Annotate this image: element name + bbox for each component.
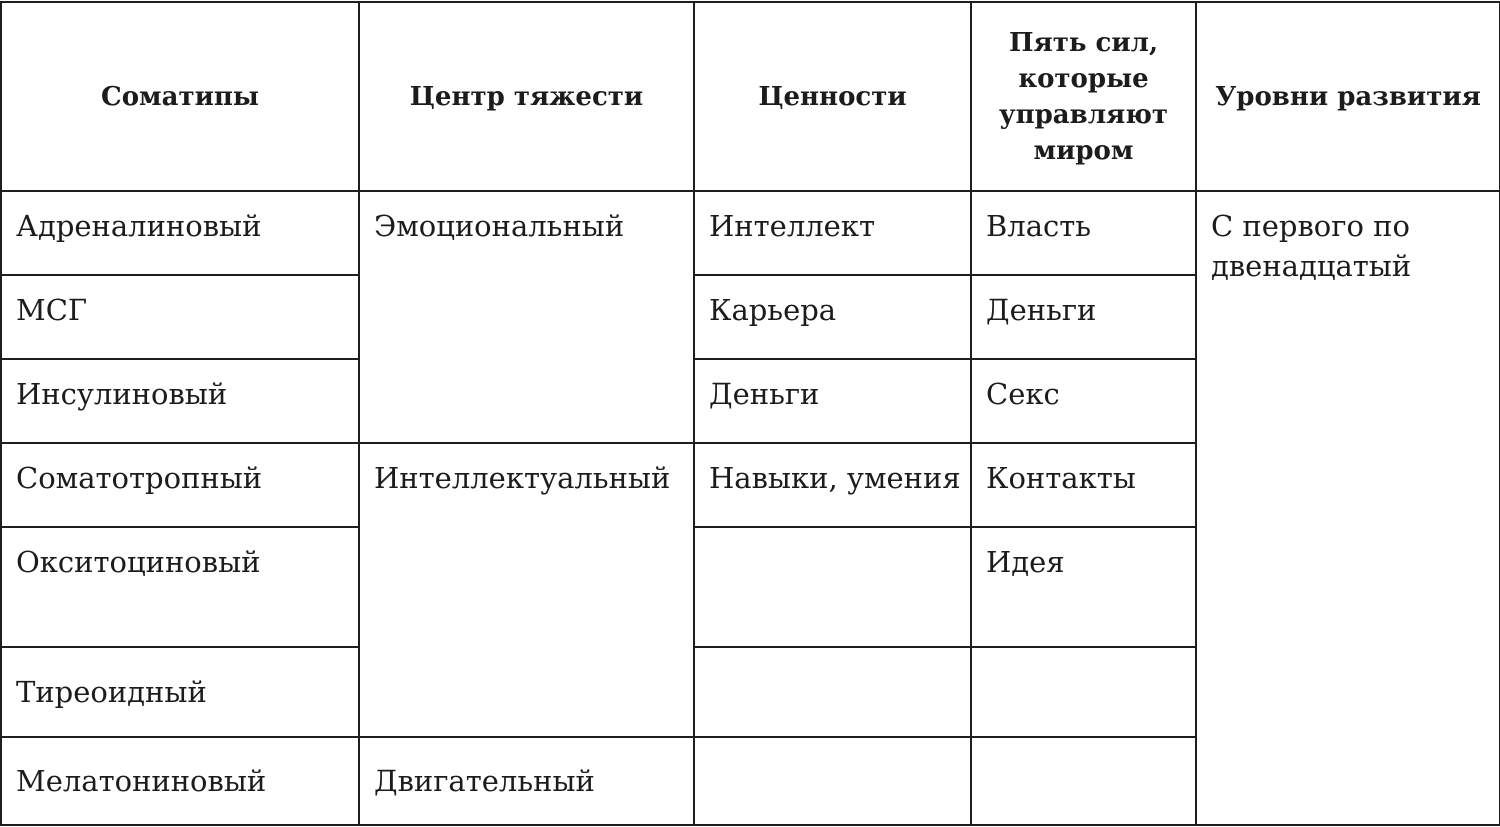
force-cell: Секс bbox=[971, 359, 1196, 443]
value-cell: Карьера bbox=[694, 275, 971, 359]
force-cell bbox=[971, 737, 1196, 825]
force-cell: Деньги bbox=[971, 275, 1196, 359]
header-five-forces: Пять сил, которые управляют миром bbox=[971, 2, 1196, 191]
table-row bbox=[1, 191, 1500, 275]
value-cell bbox=[694, 737, 971, 825]
somatotype-cell: Инсулиновый bbox=[1, 359, 359, 443]
center-cell: Двигательный bbox=[359, 737, 694, 825]
somatotype-cell: МСГ bbox=[1, 275, 359, 359]
center-cell: Интеллектуальный bbox=[359, 443, 694, 737]
header-center-of-gravity: Центр тяжести bbox=[359, 2, 694, 191]
header-values: Ценности bbox=[694, 2, 971, 191]
somatotype-cell: Мелатониновый bbox=[1, 737, 359, 825]
somatotype-cell: Окситоциновый bbox=[1, 527, 359, 647]
value-cell: Навыки, умения bbox=[694, 443, 971, 527]
header-development-levels: Уровни развития bbox=[1196, 2, 1500, 191]
somatotype-table bbox=[0, 1, 1500, 826]
somatotype-cell: Соматотропный bbox=[1, 443, 359, 527]
value-cell: Деньги bbox=[694, 359, 971, 443]
force-cell: Контакты bbox=[971, 443, 1196, 527]
force-cell: Власть bbox=[971, 191, 1196, 275]
somatotype-cell: Адреналиновый bbox=[1, 191, 359, 275]
value-cell bbox=[694, 647, 971, 737]
force-cell bbox=[971, 647, 1196, 737]
center-cell: Эмоциональный bbox=[359, 191, 694, 443]
value-cell bbox=[694, 527, 971, 647]
header-somatotypes: Соматипы bbox=[1, 2, 359, 191]
somatotype-cell: Тиреоидный bbox=[1, 647, 359, 737]
value-cell: Интеллект bbox=[694, 191, 971, 275]
force-cell: Идея bbox=[971, 527, 1196, 647]
levels-cell: С первого по двенадцатый bbox=[1196, 191, 1500, 825]
header-row bbox=[1, 2, 1500, 191]
